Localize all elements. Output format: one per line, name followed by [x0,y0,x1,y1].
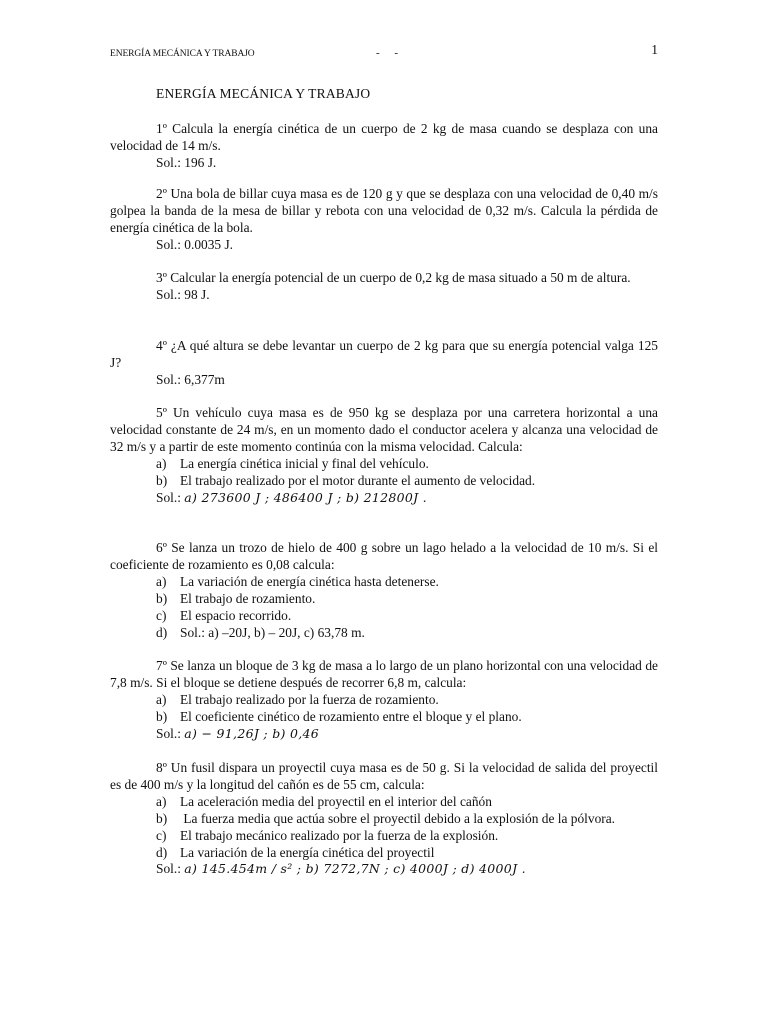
problem-statement: 3º Calcular la energía potencial de un cuerpo de 0,2 kg de masa situado a 50 m de altura. [156,270,631,285]
problem-5 [110,405,658,506]
problem-solution: Sol.: 6,377m [156,371,225,387]
problem-solution: Sol.: a) 145.454m / s² ; b) 7272,7N ; c) 4000J ; d) 4000J . [156,861,526,877]
header-separator: - - [376,47,405,59]
problem-solution: Sol.: a) − 91,26J ; b) 0,46 [156,725,319,741]
header-title: ENERGÍA MECÁNICA Y TRABAJO [110,49,255,59]
problem-3 [110,270,658,304]
list-item: a) La aceleración media del proyectil en el interior del cañón [156,793,492,809]
problem-1 [110,121,658,172]
document-title: ENERGÍA MECÁNICA Y TRABAJO [156,86,371,101]
page-header [110,43,658,61]
list-item: b) El coeficiente cinético de rozamiento entre el bloque y el plano. [156,708,522,724]
problem-6 [110,540,658,641]
problem-statement: 4º ¿A qué altura se debe levantar un cuerpo de 2 kg para que su energía potencial valga 125 J? [110,338,658,370]
problem-statement: 7º Se lanza un bloque de 3 kg de masa a lo largo de un plano horizontal con una velocidad de 7,8 m/s. Si el bloque se detiene después de recorrer 6,8 m, calcula: [110,658,658,690]
problem-8 [110,760,658,878]
list-item: a) El trabajo realizado por la fuerza de rozamiento. [156,691,439,707]
list-item: b) La fuerza media que actúa sobre el proyectil debido a la explosión de la pólvora. [156,810,616,826]
problem-statement: 1º Calcula la energía cinética de un cuerpo de 2 kg de masa cuando se desplaza con una velocidad de 14 m/s. [110,121,658,153]
problem-solution: Sol.: 0.0035 J. [156,236,234,252]
list-item: d) Sol.: a) –20J, b) – 20J, c) 63,78 m. [156,624,365,640]
problem-statement: 6º Se lanza un trozo de hielo de 400 g sobre un lago helado a la velocidad de 10 m/s. Si el coeficiente de rozamiento es 0,08 calcula: [110,540,658,572]
problem-2 [110,186,658,254]
list-item: a) La variación de energía cinética hasta detenerse. [156,573,439,589]
problem-4 [110,338,658,389]
problem-statement: 5º Un vehículo cuya masa es de 950 kg se desplaza por una carretera horizontal a una velocidad constante de 24 m/s, en un momento dado el conductor acelera y alcanza una velocidad de 32 m/s y a partir de este momento continúa con la misma velocidad. Calcula: [110,405,658,454]
list-item: c) El trabajo mecánico realizado por la fuerza de la explosión. [156,827,499,843]
problem-solution: Sol.: a) 273600 J ; 486400 J ; b) 212800J . [156,489,427,505]
problem-solution: Sol.: 98 J. [156,286,210,302]
problem-statement: 2º Una bola de billar cuya masa es de 120 g y que se desplaza con una velocidad de 0,40 m/s golpea la banda de la mesa de billar y rebota con una velocidad de 0,32 m/s. Calcula la pérdida de energía cinética de la bola. [110,186,658,235]
list-item: a) La energía cinética inicial y final del vehículo. [156,455,429,471]
list-item: b) El trabajo de rozamiento. [156,590,316,606]
list-item: b) El trabajo realizado por el motor durante el aumento de velocidad. [156,472,536,488]
page-number: 1 [651,42,658,57]
list-item: d) La variación de la energía cinética del proyectil [156,844,435,860]
list-item: c) El espacio recorrido. [156,607,292,623]
problem-7 [110,658,658,743]
problem-solution: Sol.: 196 J. [156,154,217,170]
problem-statement: 8º Un fusil dispara un proyectil cuya masa es de 50 g. Si la velocidad de salida del proyectil es de 400 m/s y la longitud del cañón es de 55 cm, calcula: [110,760,658,792]
